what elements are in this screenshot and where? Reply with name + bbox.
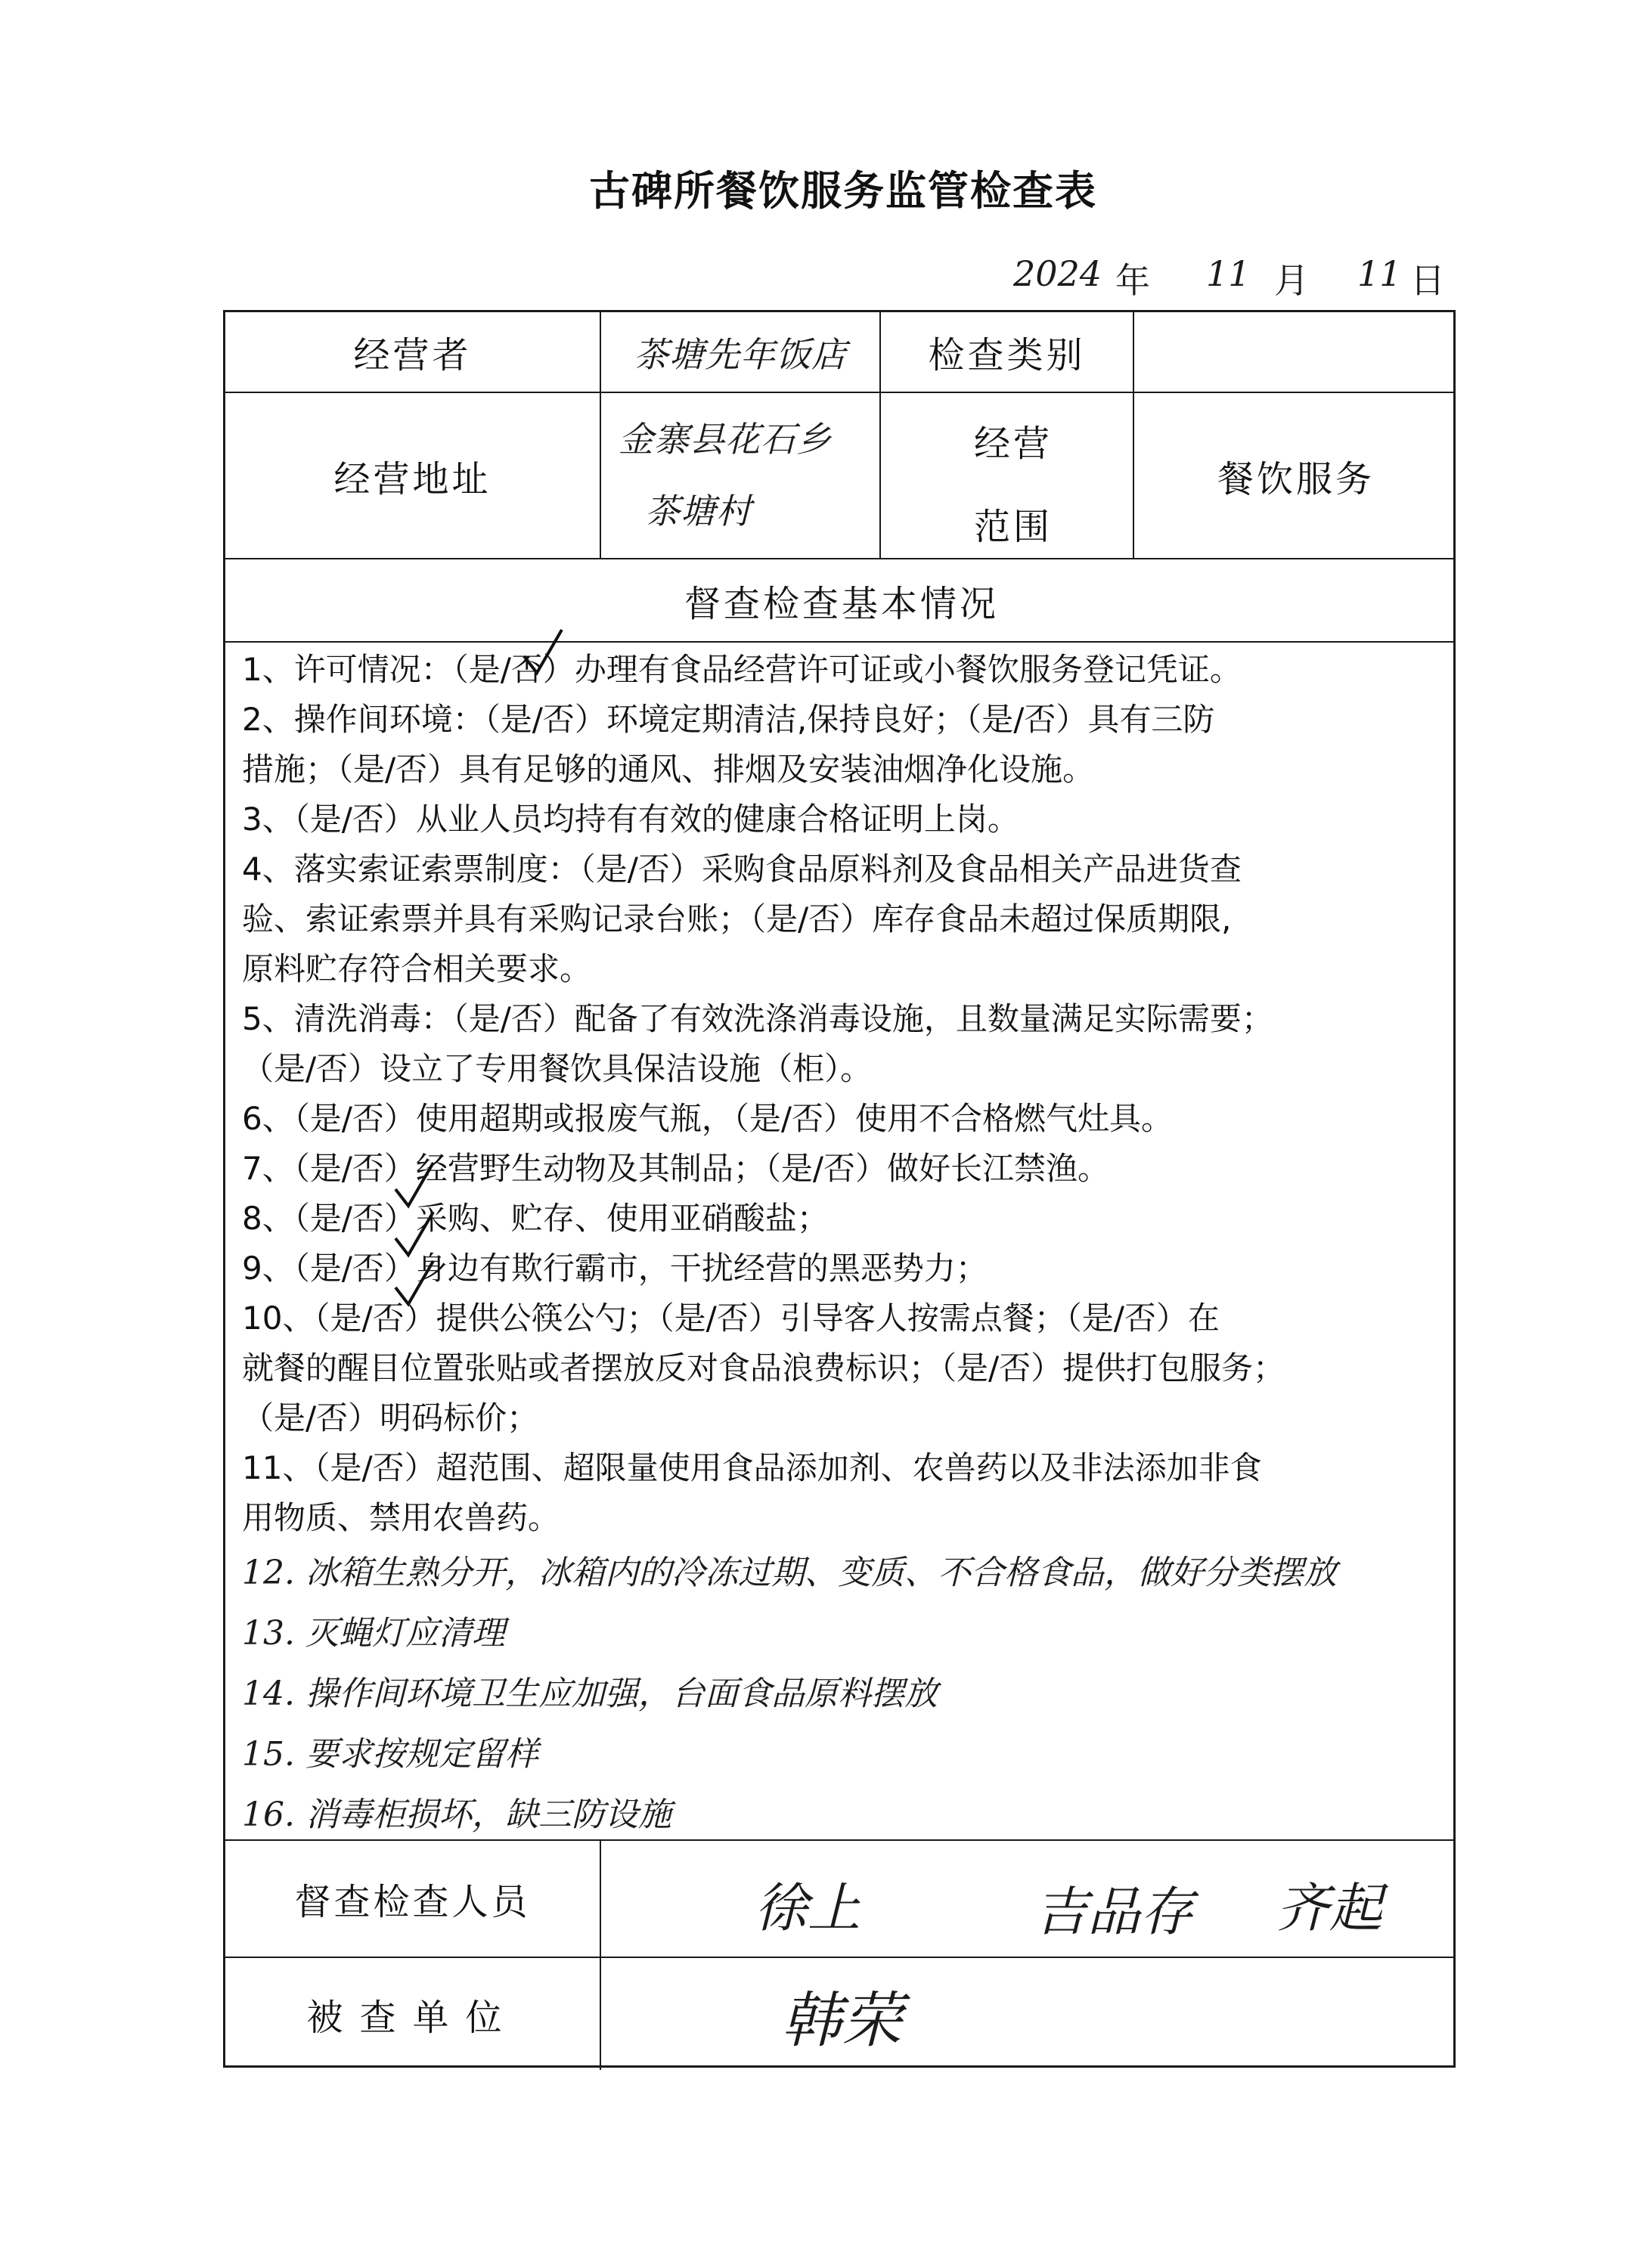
checklist-line: （是/否）设立了专用餐饮具保洁设施（柜）。 xyxy=(242,1050,873,1087)
checklist-line: 原料贮存符合相关要求。 xyxy=(242,950,592,987)
address-label: 经营地址 xyxy=(333,457,492,500)
checklist-line: 1、许可情况：（是/否）办理有食品经营许可证或小餐饮服务登记凭证。 xyxy=(242,651,1242,688)
checkmark-icon xyxy=(392,1159,437,1212)
date-year: 2024 xyxy=(1013,253,1102,294)
checklist-line: 9、（是/否）身边有欺行霸市，干扰经营的黑恶势力； xyxy=(242,1250,988,1287)
inspector-signature: 齐起 xyxy=(1276,1877,1382,1939)
checklist-line: 10、（是/否）提供公筷公勺；（是/否）引导客人按需点餐；（是/否）在 xyxy=(242,1300,1220,1337)
scope-value: 餐饮服务 xyxy=(1217,457,1375,500)
date-day-unit: 日 xyxy=(1410,260,1445,301)
address-value-line2: 茶塘村 xyxy=(645,491,752,531)
checklist-line: （是/否）明码标价； xyxy=(242,1399,539,1436)
inspector-signature: 徐上 xyxy=(755,1877,861,1939)
checkmark-icon xyxy=(392,1257,437,1310)
operator-label: 经营者 xyxy=(353,334,472,376)
handwritten-note: 15. 要求按规定留样 xyxy=(242,1735,538,1774)
handwritten-note: 14. 操作间环境卫生应加强，台面食品原料摆放 xyxy=(242,1675,938,1713)
inspection-date xyxy=(1013,253,1445,306)
checkmark-icon xyxy=(392,1208,437,1261)
checklist-line: 8、（是/否）采购、贮存、使用亚硝酸盐； xyxy=(242,1200,829,1237)
date-month: 11 xyxy=(1206,253,1251,294)
table-rule xyxy=(225,641,1453,643)
checklist-line: 6、（是/否）使用超期或报废气瓶，（是/否）使用不合格燃气灶具。 xyxy=(242,1100,1174,1137)
handwritten-note: 13. 灭蝇灯应清理 xyxy=(242,1614,505,1653)
date-year-unit: 年 xyxy=(1115,260,1150,301)
inspector-signature: 吉品存 xyxy=(1034,1881,1193,1943)
checklist-line: 5、清洗消毒：（是/否）配备了有效洗涤消毒设施，且数量满足实际需要； xyxy=(242,1000,1273,1037)
checklist-line: 7、（是/否）经营野生动物及其制品；（是/否）做好长江禁渔。 xyxy=(242,1150,1110,1187)
scope-label-line1: 经营 xyxy=(974,423,1053,465)
checklist-line: 11、（是/否）超范围、超限量使用食品添加剂、农兽药以及非法添加非食 xyxy=(242,1449,1262,1486)
date-month-unit: 月 xyxy=(1274,260,1309,301)
handwritten-note: 16. 消毒柜损坏，缺三防设施 xyxy=(242,1796,671,1834)
checklist-line: 4、落实索证索票制度：（是/否）采购食品原料剂及食品相关产品进货查 xyxy=(242,850,1242,888)
checklist-line: 3、（是/否）从业人员均持有有效的健康合格证明上岗。 xyxy=(242,801,1019,838)
inspected-unit-signature: 韩荣 xyxy=(781,1985,902,2056)
checklist-line: 措施；（是/否）具有足够的通风、排烟及安装油烟净化设施。 xyxy=(242,751,1095,788)
operator-value: 茶塘先年饭店 xyxy=(634,333,847,375)
table-rule xyxy=(600,1839,601,2070)
inspection-form-table xyxy=(223,310,1456,2068)
section-title: 督查检查基本情况 xyxy=(684,582,999,625)
checklist-line: 用物质、禁用农兽药。 xyxy=(242,1499,560,1536)
inspection-type-label: 检查类别 xyxy=(928,334,1086,376)
checkmark-icon xyxy=(520,626,566,679)
scope-label-line2: 范围 xyxy=(974,506,1053,548)
inspectors-label: 督查检查人员 xyxy=(294,1881,531,1923)
form-title: 古碑所餐饮服务监管检查表 xyxy=(589,167,1097,215)
address-value-line1: 金寨县花石乡 xyxy=(619,419,832,460)
checklist-line: 验、索证索票并具有采购记录台账；（是/否）库存食品未超过保质期限, xyxy=(242,900,1232,937)
checklist-line: 2、操作间环境：（是/否）环境定期清洁,保持良好；（是/否）具有三防 xyxy=(242,701,1215,738)
checklist-line: 就餐的醒目位置张贴或者摆放反对食品浪费标识；（是/否）提供打包服务； xyxy=(242,1349,1285,1387)
inspected-unit-label: 被查单位 xyxy=(306,1996,519,2039)
inspection-type-value xyxy=(1134,312,1458,392)
date-day: 11 xyxy=(1357,253,1402,294)
handwritten-note: 12. 冰箱生熟分开，冰箱内的冷冻过期、变质、不合格食品，做好分类摆放 xyxy=(242,1554,1337,1592)
